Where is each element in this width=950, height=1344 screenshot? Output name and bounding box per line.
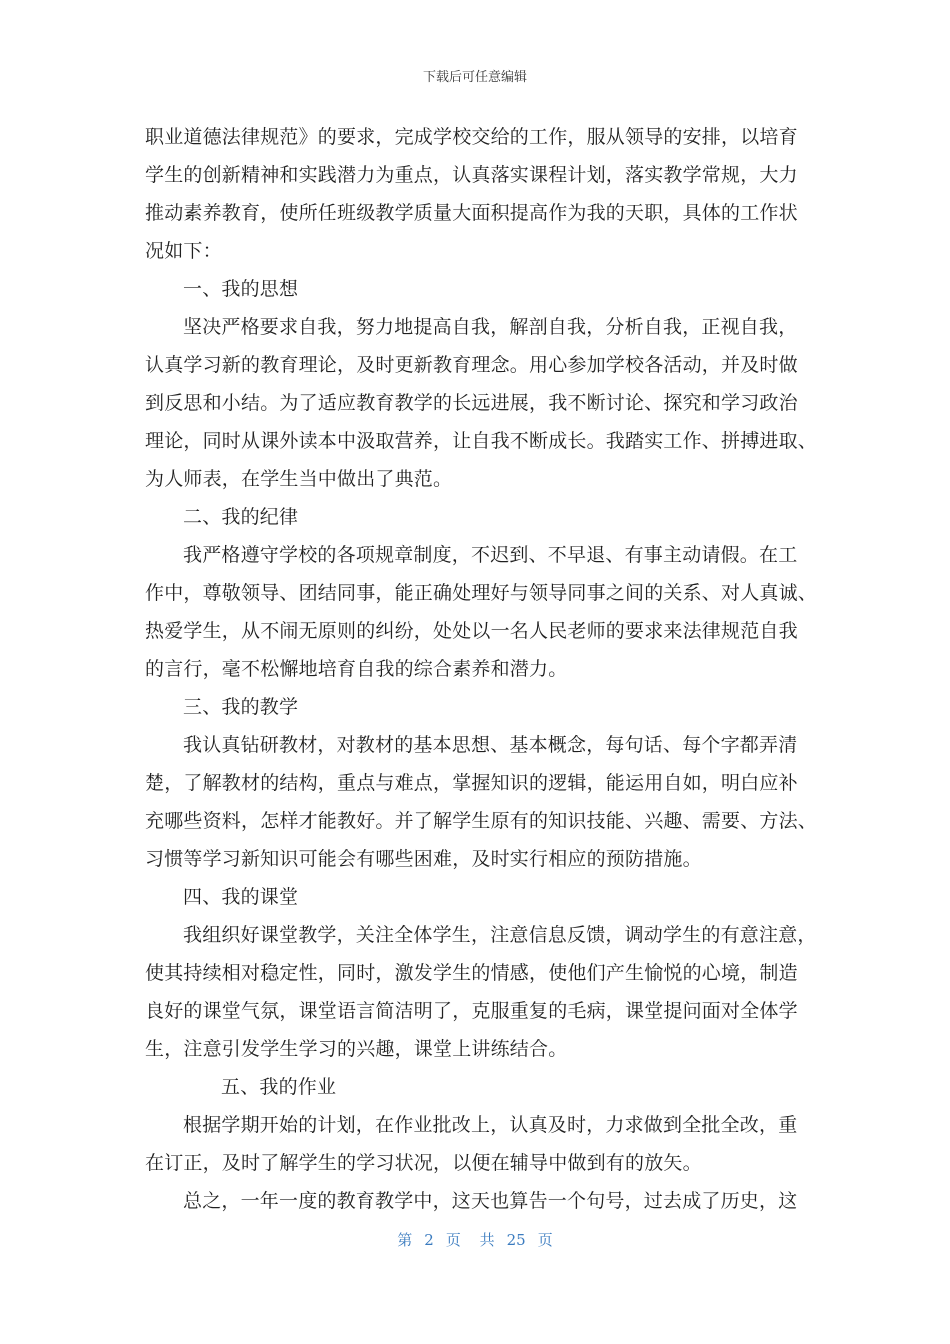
text-line: 我组织好课堂教学，关注全体学生，注意信息反馈，调动学生的有意注意， [183, 924, 817, 946]
text-line: 使其持续相对稳定性，同时，激发学生的情感，使他们产生愉悦的心境，制造 [145, 962, 798, 984]
text-line: 的言行，毫不松懈地培育自我的综合素养和潜力。 [145, 658, 568, 680]
text-line: 学生的创新精神和实践潜力为重点，认真落实课程计划，落实教学常规，大力 [145, 164, 798, 186]
footer-page-label: 第 [397, 1231, 413, 1249]
header-text: 下载后可任意编辑 [422, 70, 527, 85]
text-line: 理论，同时从课外读本中汲取营养，让自我不断成长。我踏实工作、拼搏进取、 [145, 430, 818, 452]
text-line: 职业道德法律规范》的要求，完成学校交给的工作，服从领导的安排，以培育 [145, 126, 798, 148]
page-header [0, 66, 950, 85]
text-line: 为人师表，在学生当中做出了典范。 [145, 468, 453, 490]
text-line: 三、我的教学 [183, 696, 299, 718]
text-line: 在订正，及时了解学生的学习状况，以便在辅导中做到有的放矢。 [145, 1152, 702, 1174]
text-line: 四、我的课堂 [183, 886, 299, 908]
text-line: 作中，尊敬领导、团结同事，能正确处理好与领导同事之间的关系、对人真诚、 [145, 582, 818, 604]
text-line: 认真学习新的教育理论，及时更新教育理念。用心参加学校各活动，并及时做 [145, 354, 798, 376]
text-line: 楚，了解教材的结构，重点与难点，掌握知识的逻辑，能运用自如，明白应补 [145, 772, 798, 794]
text-line: 一、我的思想 [183, 278, 299, 300]
text-line: 习惯等学习新知识可能会有哪些困难，及时实行相应的预防措施。 [145, 848, 702, 870]
footer-total-pages: 25 [506, 1231, 526, 1249]
text-line: 生，注意引发学生学习的兴趣，课堂上讲练结合。 [145, 1038, 568, 1060]
document-body [145, 118, 818, 1220]
text-line: 根据学期开始的计划，在作业批改上，认真及时，力求做到全批全改，重 [183, 1114, 798, 1136]
footer-page-number: 2 [424, 1231, 434, 1249]
text-line: 良好的课堂气氛，课堂语言简洁明了，克服重复的毛病，课堂提问面对全体学 [145, 1000, 798, 1022]
text-line: 况如下： [145, 240, 222, 262]
text-line: 推动素养教育，使所任班级教学质量大面积提高作为我的天职，具体的工作状 [145, 202, 798, 224]
text-line: 我认真钻研教材，对教材的基本思想、基本概念，每句话、每个字都弄清 [183, 734, 798, 756]
footer-page-suffix: 页 [537, 1231, 553, 1249]
text-line: 五、我的作业 [221, 1076, 337, 1098]
text-line: 坚决严格要求自我，努力地提高自我，解剖自我，分析自我，正视自我， [183, 316, 798, 338]
text-line: 到反思和小结。为了适应教育教学的长远进展，我不断讨论、探究和学习政治 [145, 392, 798, 414]
text-line: 热爱学生，从不闹无原则的纠纷，处处以一名人民老师的要求来法律规范自我 [145, 620, 798, 642]
text-line: 总之，一年一度的教育教学中，这天也算告一个句号，过去成了历史，这 [183, 1190, 798, 1212]
text-line: 充哪些资料，怎样才能教好。并了解学生原有的知识技能、兴趣、需要、方法、 [145, 810, 818, 832]
text-line: 我严格遵守学校的各项规章制度，不迟到、不早退、有事主动请假。在工 [183, 544, 798, 566]
text-line: 二、我的纪律 [183, 506, 299, 528]
footer-page-of: 页 共 [445, 1231, 495, 1249]
page-footer [0, 1229, 950, 1250]
